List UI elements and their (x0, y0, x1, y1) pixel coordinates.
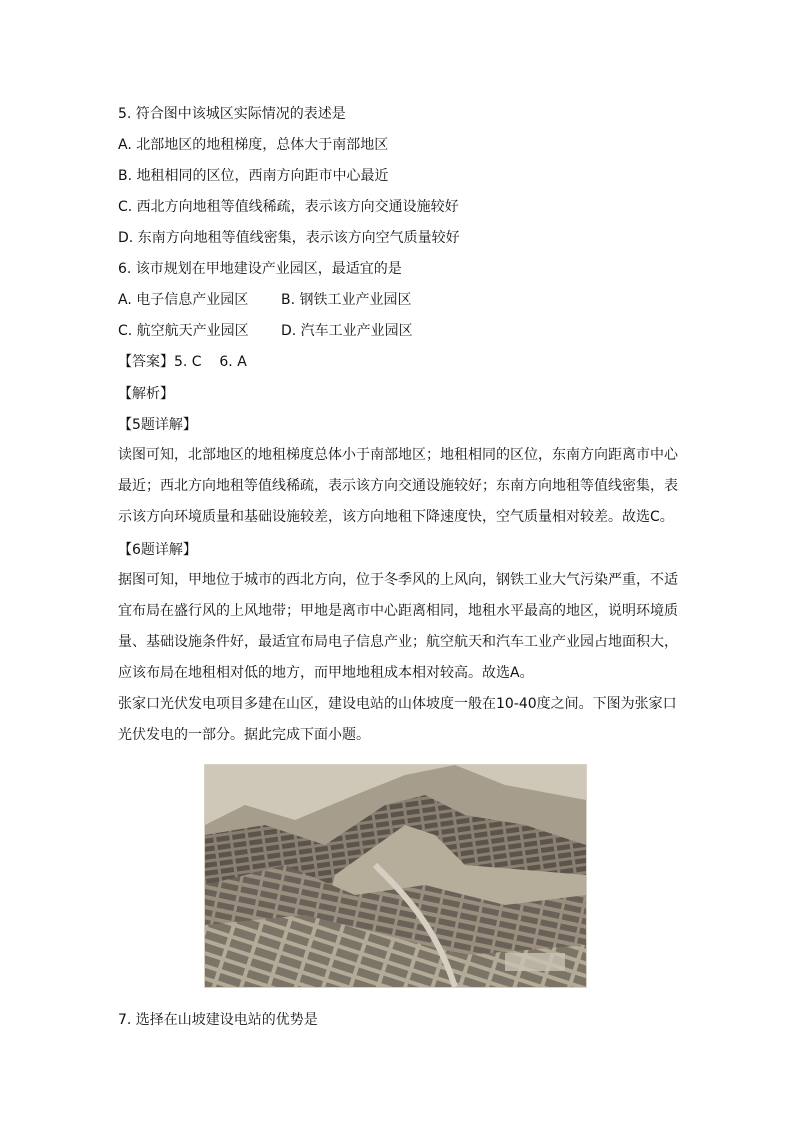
q5-option-c: C. 西北方向地租等值线稀疏，表示该方向交通设施较好 (118, 199, 459, 215)
q6-detail-text: 据图可知，甲地位于城市的西北方向，位于冬季风的上风向，钢铁工业大气污染严重，不适宜布局在盛行风的上风地带；甲地是离市中心距离相同，地租水平最高的地区，说明环境质量、基础设施条件好，最适宜布局电子信息产业；航空航天和汽车工业产业园占地面积大，应该布局在地租相对低的地方，而甲地地租成本相对较高。故选A。 (118, 572, 678, 681)
q6-detail-label: 【6题详解】 (118, 542, 197, 558)
q6-stem: 6. 该市规划在甲地建设产业园区，最适宜的是 (118, 261, 402, 277)
intro-paragraph: 张家口光伏发电项目多建在山区，建设电站的山体坡度一般在10-40度之间。下图为张家口光伏发电的一部分。据此完成下面小题。 (118, 696, 677, 743)
q5-detail-text: 读图可知，北部地区的地租梯度总体小于南部地区；地租相同的区位，东南方向距离市中心最近；西北方向地租等值线稀疏，表示该方向交通设施较好；东南方向地租等值线密集，表示该方向环境质量和基础设施较差，该方向地租下降速度快，空气质量相对较差。故选C。 (118, 447, 678, 525)
q5-stem: 5. 符合图中该城区实际情况的表述是 (118, 106, 346, 122)
solar-farm-illustration (205, 765, 586, 987)
solar-farm-photo (204, 764, 587, 988)
q5-option-b: B. 地租相同的区位，西南方向距市中心最近 (118, 168, 389, 184)
q5-detail-label: 【5题详解】 (118, 417, 197, 433)
q6-option-a: A. 电子信息产业园区 (118, 292, 249, 308)
q5-option-d: D. 东南方向地租等值线密集，表示该方向空气质量较好 (118, 230, 460, 246)
q6-option-b: B. 钢铁工业产业园区 (281, 292, 412, 308)
analysis-label: 【解析】 (118, 386, 174, 402)
q6-option-d: D. 汽车工业产业园区 (281, 323, 413, 339)
q7-stem: 7. 选择在山坡建设电站的优势是 (118, 1012, 318, 1028)
q5-option-a: A. 北部地区的地租梯度，总体大于南部地区 (118, 137, 389, 153)
q6-option-c: C. 航空航天产业园区 (118, 323, 249, 339)
answer-line: 【答案】5. C 6. A (118, 354, 247, 370)
